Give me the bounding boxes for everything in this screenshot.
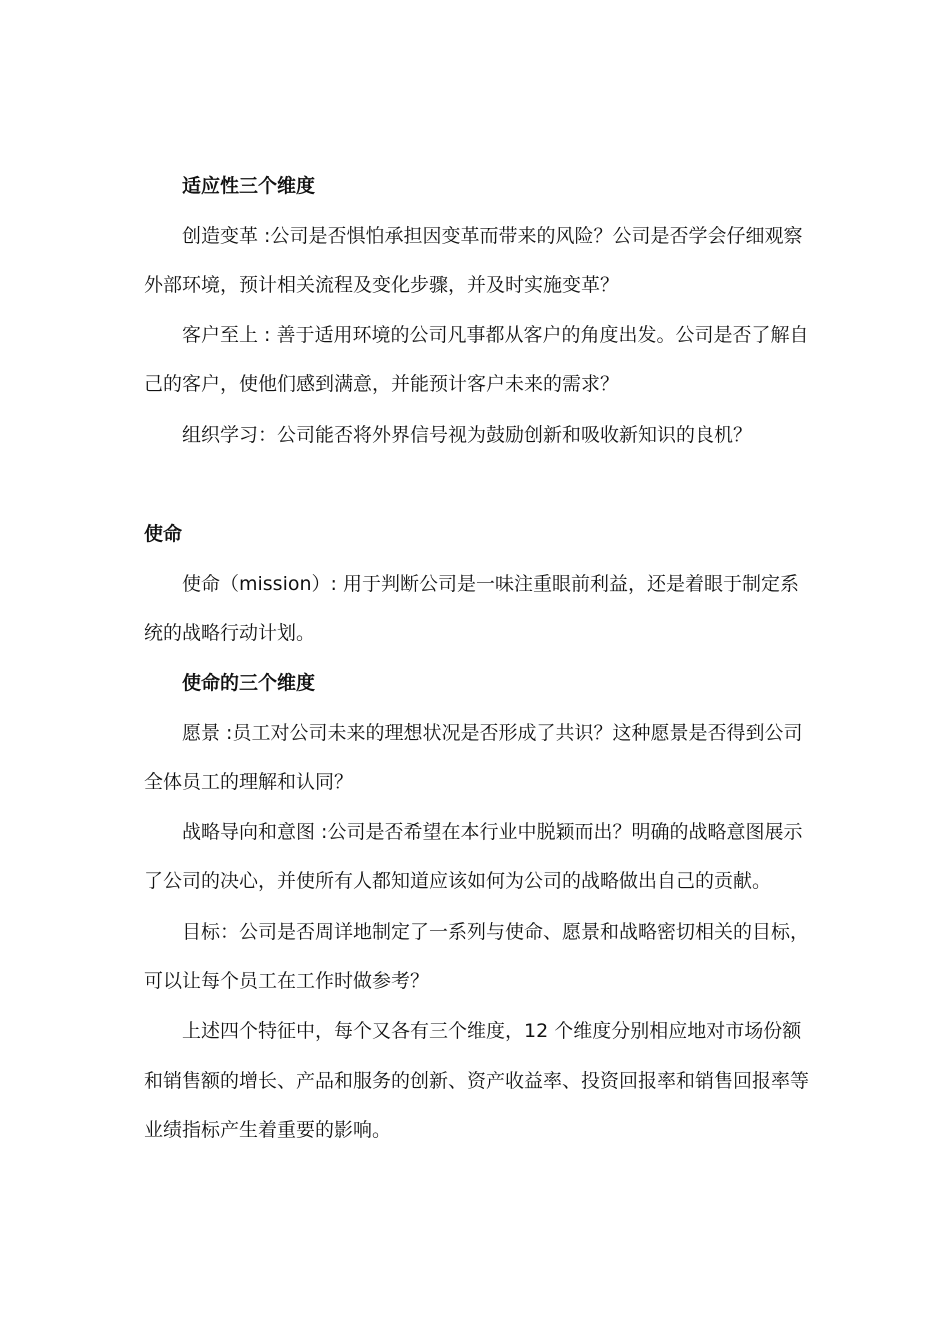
paragraph-line: 客户至上 : 善于适用环境的公司凡事都从客户的角度出发。公司是否了解自	[182, 324, 809, 346]
paragraph-line: 组织学习：公司能否将外界信号视为鼓励创新和吸收新知识的良机？	[182, 424, 753, 446]
paragraph-line: 愿景 :员工对公司未来的理想状况是否形成了共识？这种愿景是否得到公司	[182, 722, 803, 744]
paragraph-line: 全体员工的理解和认同？	[144, 771, 354, 793]
paragraph-line: 创造变革 :公司是否惧怕承担因变革而带来的风险？公司是否学会仔细观察	[182, 225, 803, 247]
paragraph-line: 外部环境，预计相关流程及变化步骤，并及时实施变革？	[144, 274, 620, 296]
paragraph-line: 业绩指标产生着重要的影响。	[144, 1119, 392, 1141]
paragraph-line: 统的战略行动计划。	[144, 622, 316, 644]
adaptability-heading: 适应性三个维度	[182, 175, 316, 197]
paragraph-line: 上述四个特征中，每个又各有三个维度，12 个维度分别相应地对市场份额	[182, 1020, 802, 1042]
paragraph-line: 可以让每个员工在工作时做参考？	[144, 970, 430, 992]
paragraph-line: 使命（mission）: 用于判断公司是一味注重眼前利益，还是着眼于制定系	[182, 573, 799, 595]
paragraph-line: 和销售额的增长、产品和服务的创新、资产收益率、投资回报率和销售回报率等	[144, 1070, 810, 1092]
mission-heading: 使命	[144, 523, 183, 545]
mission-dimensions-heading: 使命的三个维度	[182, 672, 316, 694]
paragraph-line: 了公司的决心，并使所有人都知道应该如何为公司的战略做出自己的贡献。	[144, 870, 772, 892]
paragraph-line: 目标：公司是否周详地制定了一系列与使命、愿景和战略密切相关的目标，	[182, 921, 810, 943]
paragraph-line: 己的客户，使他们感到满意，并能预计客户未来的需求？	[144, 373, 620, 395]
paragraph-line: 战略导向和意图 :公司是否希望在本行业中脱颖而出？明确的战略意图展示	[182, 821, 803, 843]
